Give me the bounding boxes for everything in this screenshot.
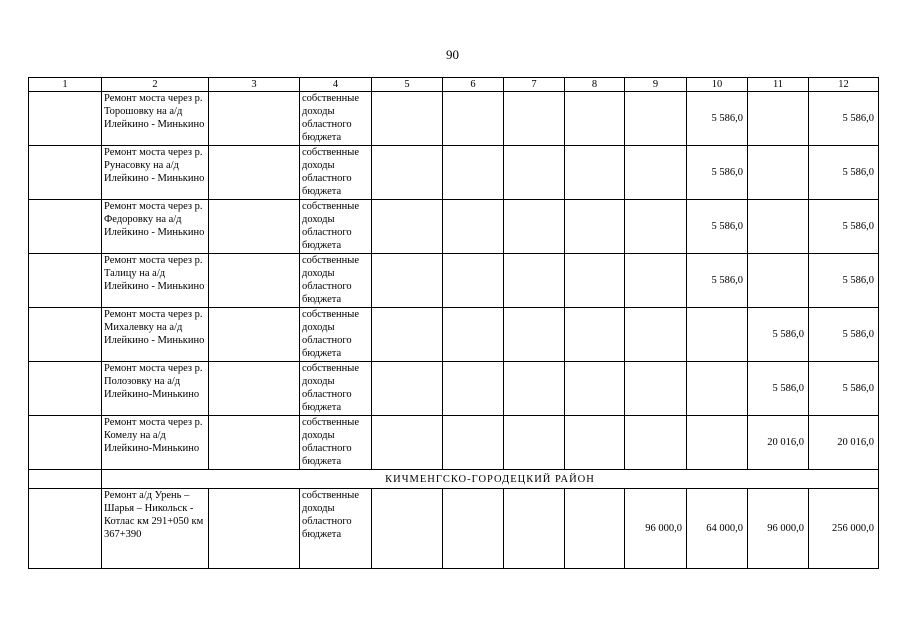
cell-col-5 [372,200,443,254]
cell-col-12: 5 586,0 [809,362,879,416]
cell-col-3 [209,200,300,254]
cell-col-3 [209,92,300,146]
cell-col-8 [565,254,625,308]
cell-col-6 [443,254,504,308]
funding-source-cell: собственные доходы областного бюджета [300,489,372,569]
column-header: 4 [300,78,372,92]
cell-col-7 [504,254,565,308]
table-row [29,416,879,470]
object-name-cell: Ремонт моста через р. Талицу на а/д Илейкино - Минькино [102,254,209,308]
cell-col-5 [372,489,443,569]
cell-col-8 [565,362,625,416]
funding-source-cell: собственные доходы областного бюджета [300,308,372,362]
cell-col-11: 5 586,0 [748,362,809,416]
cell-col-7 [504,489,565,569]
cell-col-8 [565,200,625,254]
cell-col-6 [443,489,504,569]
cell-col-5 [372,92,443,146]
cell-col-11: 20 016,0 [748,416,809,470]
cell-col-8 [565,92,625,146]
cell-col-9 [625,200,687,254]
cell-col-9 [625,416,687,470]
object-name-cell: Ремонт моста через р. Рунасовку на а/д Илейкино - Минькино [102,146,209,200]
cell-col-9: 96 000,0 [625,489,687,569]
cell-col-6 [443,416,504,470]
object-name-cell: Ремонт моста через р. Федоровку на а/д Илейкино - Минькино [102,200,209,254]
cell-col-12: 256 000,0 [809,489,879,569]
cell-col-9 [625,308,687,362]
cell-col-3 [209,416,300,470]
cell-col-6 [443,362,504,416]
cell-col-6 [443,146,504,200]
cell-col-11: 96 000,0 [748,489,809,569]
funding-source-cell: собственные доходы областного бюджета [300,254,372,308]
cell-col-10 [687,362,748,416]
cell-col-1 [29,308,102,362]
cell-col-12: 5 586,0 [809,92,879,146]
cell-col-1 [29,92,102,146]
table-row [29,146,879,200]
cell-col-1 [29,489,102,569]
cell-col-6 [443,200,504,254]
cell-col-6 [443,92,504,146]
cell-col-9 [625,146,687,200]
object-name-cell: Ремонт моста через р. Полозовку на а/д Илейкино-Минькино [102,362,209,416]
cell-col-7 [504,308,565,362]
column-header: 10 [687,78,748,92]
table-row [29,308,879,362]
cell-col-11 [748,92,809,146]
cell-col-5 [372,416,443,470]
object-name-cell: Ремонт моста через р. Комелу на а/д Илейкино-Минькино [102,416,209,470]
cell-col-12: 5 586,0 [809,146,879,200]
cell-col-3 [209,308,300,362]
cell-col-7 [504,200,565,254]
cell-col-12: 20 016,0 [809,416,879,470]
page-number: 90 [446,47,459,62]
cell-col-8 [565,146,625,200]
section-spacer-cell [29,470,102,489]
table-row [29,254,879,308]
cell-col-9 [625,92,687,146]
column-header: 8 [565,78,625,92]
object-name-cell: Ремонт а/д Урень – Шарья – Никольск - Котлас км 291+050 км 367+390 [102,489,209,569]
cell-col-10: 5 586,0 [687,254,748,308]
cell-col-9 [625,362,687,416]
cell-col-7 [504,146,565,200]
cell-col-3 [209,362,300,416]
cell-col-10: 5 586,0 [687,92,748,146]
object-name-cell: Ремонт моста через р. Михалевку на а/д Илейкино - Минькино [102,308,209,362]
cell-col-1 [29,146,102,200]
cell-col-7 [504,416,565,470]
cell-col-8 [565,308,625,362]
column-header: 2 [102,78,209,92]
column-header: 7 [504,78,565,92]
object-name-cell: Ремонт моста через р. Торошовку на а/д Илейкино - Минькино [102,92,209,146]
cell-col-7 [504,362,565,416]
cell-col-10: 64 000,0 [687,489,748,569]
cell-col-11 [748,146,809,200]
cell-col-12: 5 586,0 [809,308,879,362]
cell-col-7 [504,92,565,146]
budget-table [28,77,879,569]
cell-col-1 [29,416,102,470]
cell-col-3 [209,489,300,569]
cell-col-10: 5 586,0 [687,200,748,254]
funding-source-cell: собственные доходы областного бюджета [300,362,372,416]
column-header: 11 [748,78,809,92]
cell-col-5 [372,254,443,308]
funding-source-cell: собственные доходы областного бюджета [300,416,372,470]
cell-col-8 [565,416,625,470]
cell-col-12: 5 586,0 [809,200,879,254]
cell-col-12: 5 586,0 [809,254,879,308]
cell-col-1 [29,200,102,254]
table-row [29,200,879,254]
cell-col-11: 5 586,0 [748,308,809,362]
cell-col-5 [372,308,443,362]
column-number-row [29,78,879,92]
cell-col-6 [443,308,504,362]
cell-col-11 [748,200,809,254]
cell-col-10 [687,308,748,362]
funding-source-cell: собственные доходы областного бюджета [300,146,372,200]
column-header: 5 [372,78,443,92]
table-row [29,92,879,146]
table-row [29,362,879,416]
cell-col-5 [372,146,443,200]
cell-col-1 [29,362,102,416]
section-header-row [29,470,879,489]
cell-col-3 [209,146,300,200]
district-section-title: КИЧМЕНГСКО-ГОРОДЕЦКИЙ РАЙОН [102,470,879,489]
cell-col-11 [748,254,809,308]
column-header: 12 [809,78,879,92]
column-header: 6 [443,78,504,92]
cell-col-10: 5 586,0 [687,146,748,200]
column-header: 3 [209,78,300,92]
cell-col-8 [565,489,625,569]
table-row [29,489,879,569]
column-header: 1 [29,78,102,92]
cell-col-10 [687,416,748,470]
cell-col-3 [209,254,300,308]
cell-col-5 [372,362,443,416]
cell-col-1 [29,254,102,308]
funding-source-cell: собственные доходы областного бюджета [300,92,372,146]
column-header: 9 [625,78,687,92]
funding-source-cell: собственные доходы областного бюджета [300,200,372,254]
cell-col-9 [625,254,687,308]
